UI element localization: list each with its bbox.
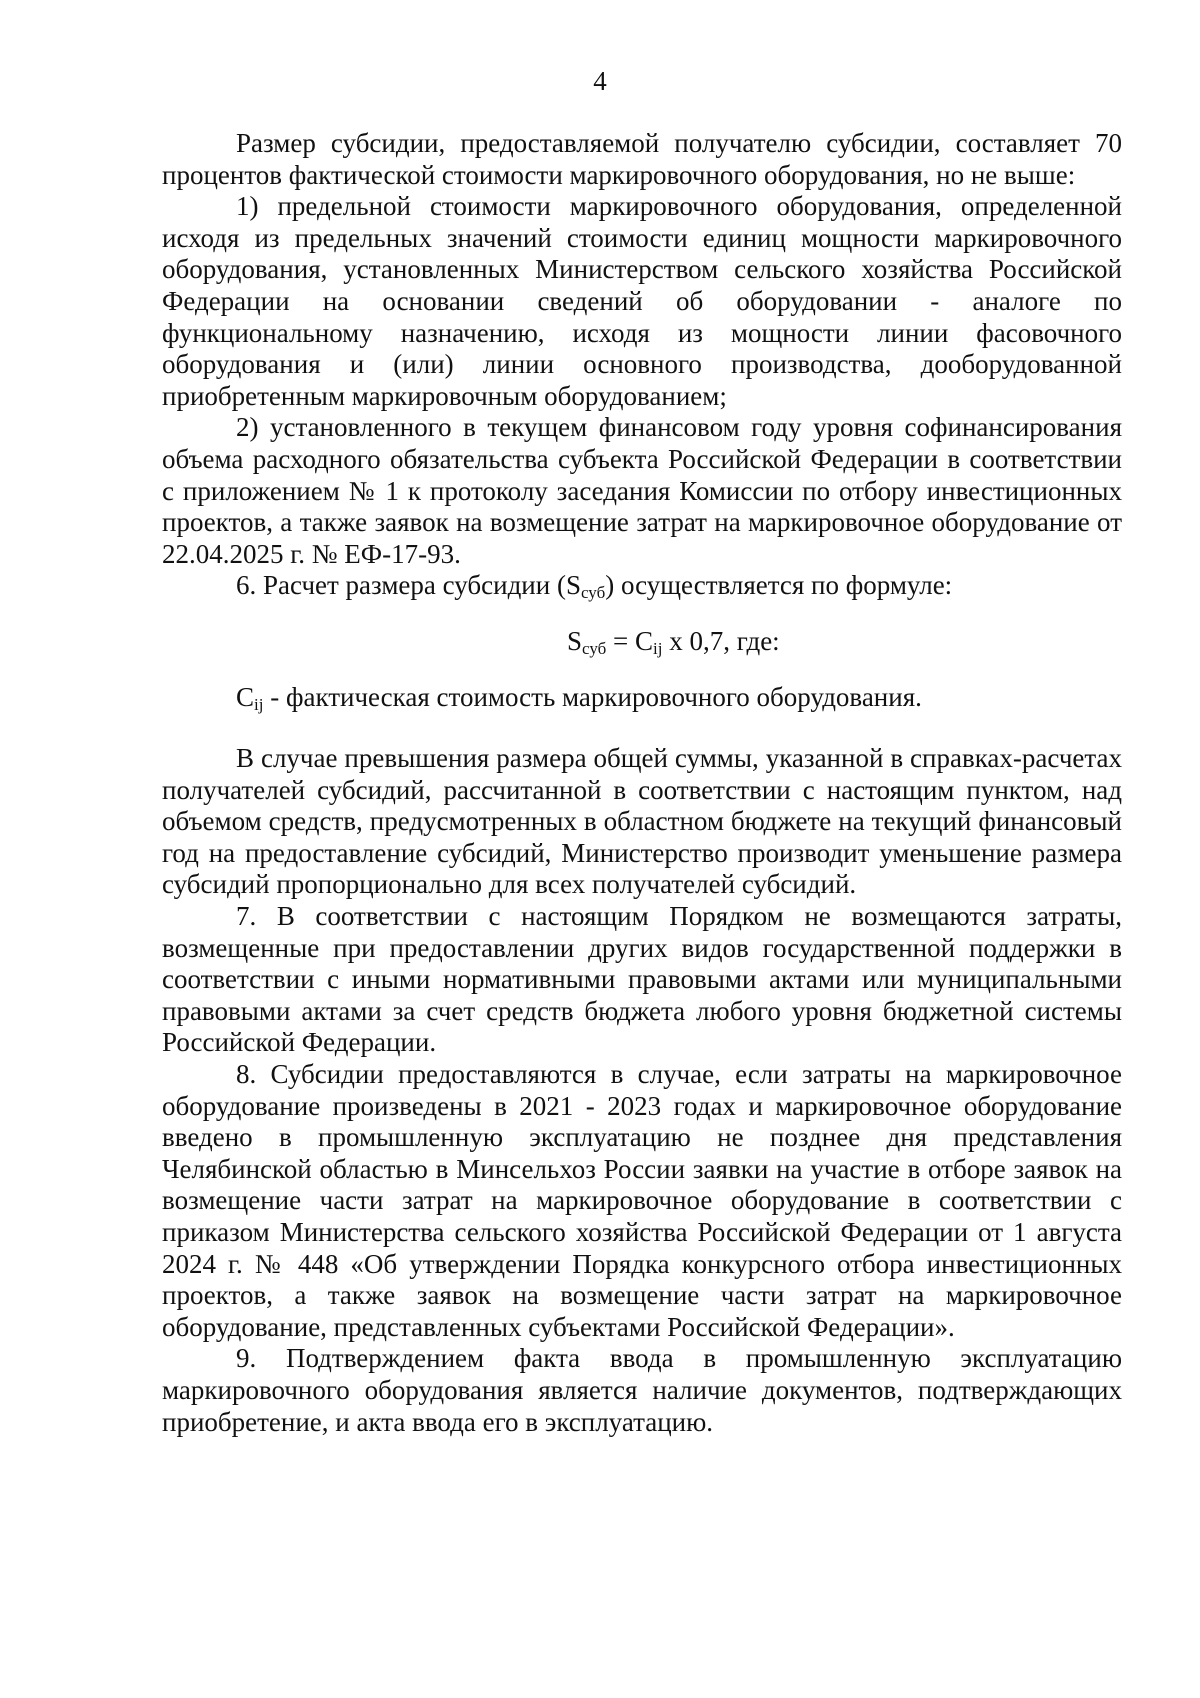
document-body [162, 128, 1122, 1438]
paragraph-subsidy-size: Размер субсидии, предоставляемой получателю субсидии, составляет 70 процентов фактической стоимости маркировочного оборудования, но не выше: [162, 128, 1122, 190]
definition-c-subscript: ij [254, 694, 264, 714]
item-6-text-pre: 6. Расчет размера субсидии (S [236, 570, 581, 601]
paragraph-limit-2: 2) установленного в текущем финансовом году уровня софинансирования объема расходного обязательства субъекта Российской Федерации в соответствии с приложением № 1 к протоколу заседания Комиссии по отбору инвестиционных проектов, а также заявок на возмещение затрат на маркировочное оборудование от 22.04.2025 г. № ЕФ-17-93. [162, 412, 1122, 569]
definition-text: - фактическая стоимость маркировочного оборудования. [263, 681, 922, 712]
formula-rest: x 0,7, где: [662, 625, 780, 656]
paragraph-item-9: 9. Подтверждением факта ввода в промышленную эксплуатацию маркировочного оборудования является наличие документов, подтверждающих приобретение, и акта ввода его в эксплуатацию. [162, 1343, 1122, 1437]
subsidy-formula [162, 626, 1122, 658]
formula-s: S [567, 625, 583, 656]
formula-s-subscript: суб [582, 638, 607, 658]
item-6-text-post: ) осуществляется по формуле: [605, 570, 953, 601]
item-6-subscript: суб [580, 583, 606, 603]
paragraph-limit-1: 1) предельной стоимости маркировочного оборудования, определенной исходя из предельных значений стоимости единиц мощности маркировочного оборудования, установленных Министерством сельского хозяйства Российской Федерации на основании сведений об оборудовании - аналоге по функциональному назначению, исходя из мощности линии фасовочного оборудования и (или) линии основного производства, дооборудованной приобретенным маркировочным оборудованием; [162, 191, 1122, 411]
definition-c: C [236, 681, 255, 712]
formula-equals-c: = C [606, 625, 654, 656]
formula-definition [162, 682, 1122, 714]
paragraph-item-7: 7. В соответствии с настоящим Порядком не возмещаются затраты, возмещенные при предоставлении других видов государственной поддержки в соответствии с иными нормативными правовыми актами или муниципальными правовыми актами за счет средств бюджета любого уровня бюджетной системы Российской Федерации. [162, 901, 1122, 1058]
paragraph-item-8: 8. Субсидии предоставляются в случае, если затраты на маркировочное оборудование произведены в 2021 - 2023 годах и маркировочное оборудование введено в промышленную эксплуатацию не позднее дня представления Челябинской областью в Минсельхоз России заявки на участие в отборе заявок на возмещение части затрат на маркировочное оборудование в соответствии с приказом Министерства сельского хозяйства Российской Федерации от 1 августа 2024 г. № 448 «Об утверждении Порядка конкурсного отбора инвестиционных проектов, а также заявок на возмещение части затрат на маркировочное оборудование, представленных субъектами Российской Федерации». [162, 1059, 1122, 1342]
paragraph-excess: В случае превышения размера общей суммы, указанной в справках-расчетах получателей субсидий, рассчитанной в соответствии с настоящим пунктом, над объемом средств, предусмотренных в областном бюджете на текущий финансовый год на предоставление субсидий, Министерство производит уменьшение размера субсидий пропорционально для всех получателей субсидий. [162, 743, 1122, 900]
paragraph-item-6 [162, 570, 1122, 602]
page-number: 4 [593, 66, 607, 96]
formula-c-subscript: ij [653, 638, 663, 658]
